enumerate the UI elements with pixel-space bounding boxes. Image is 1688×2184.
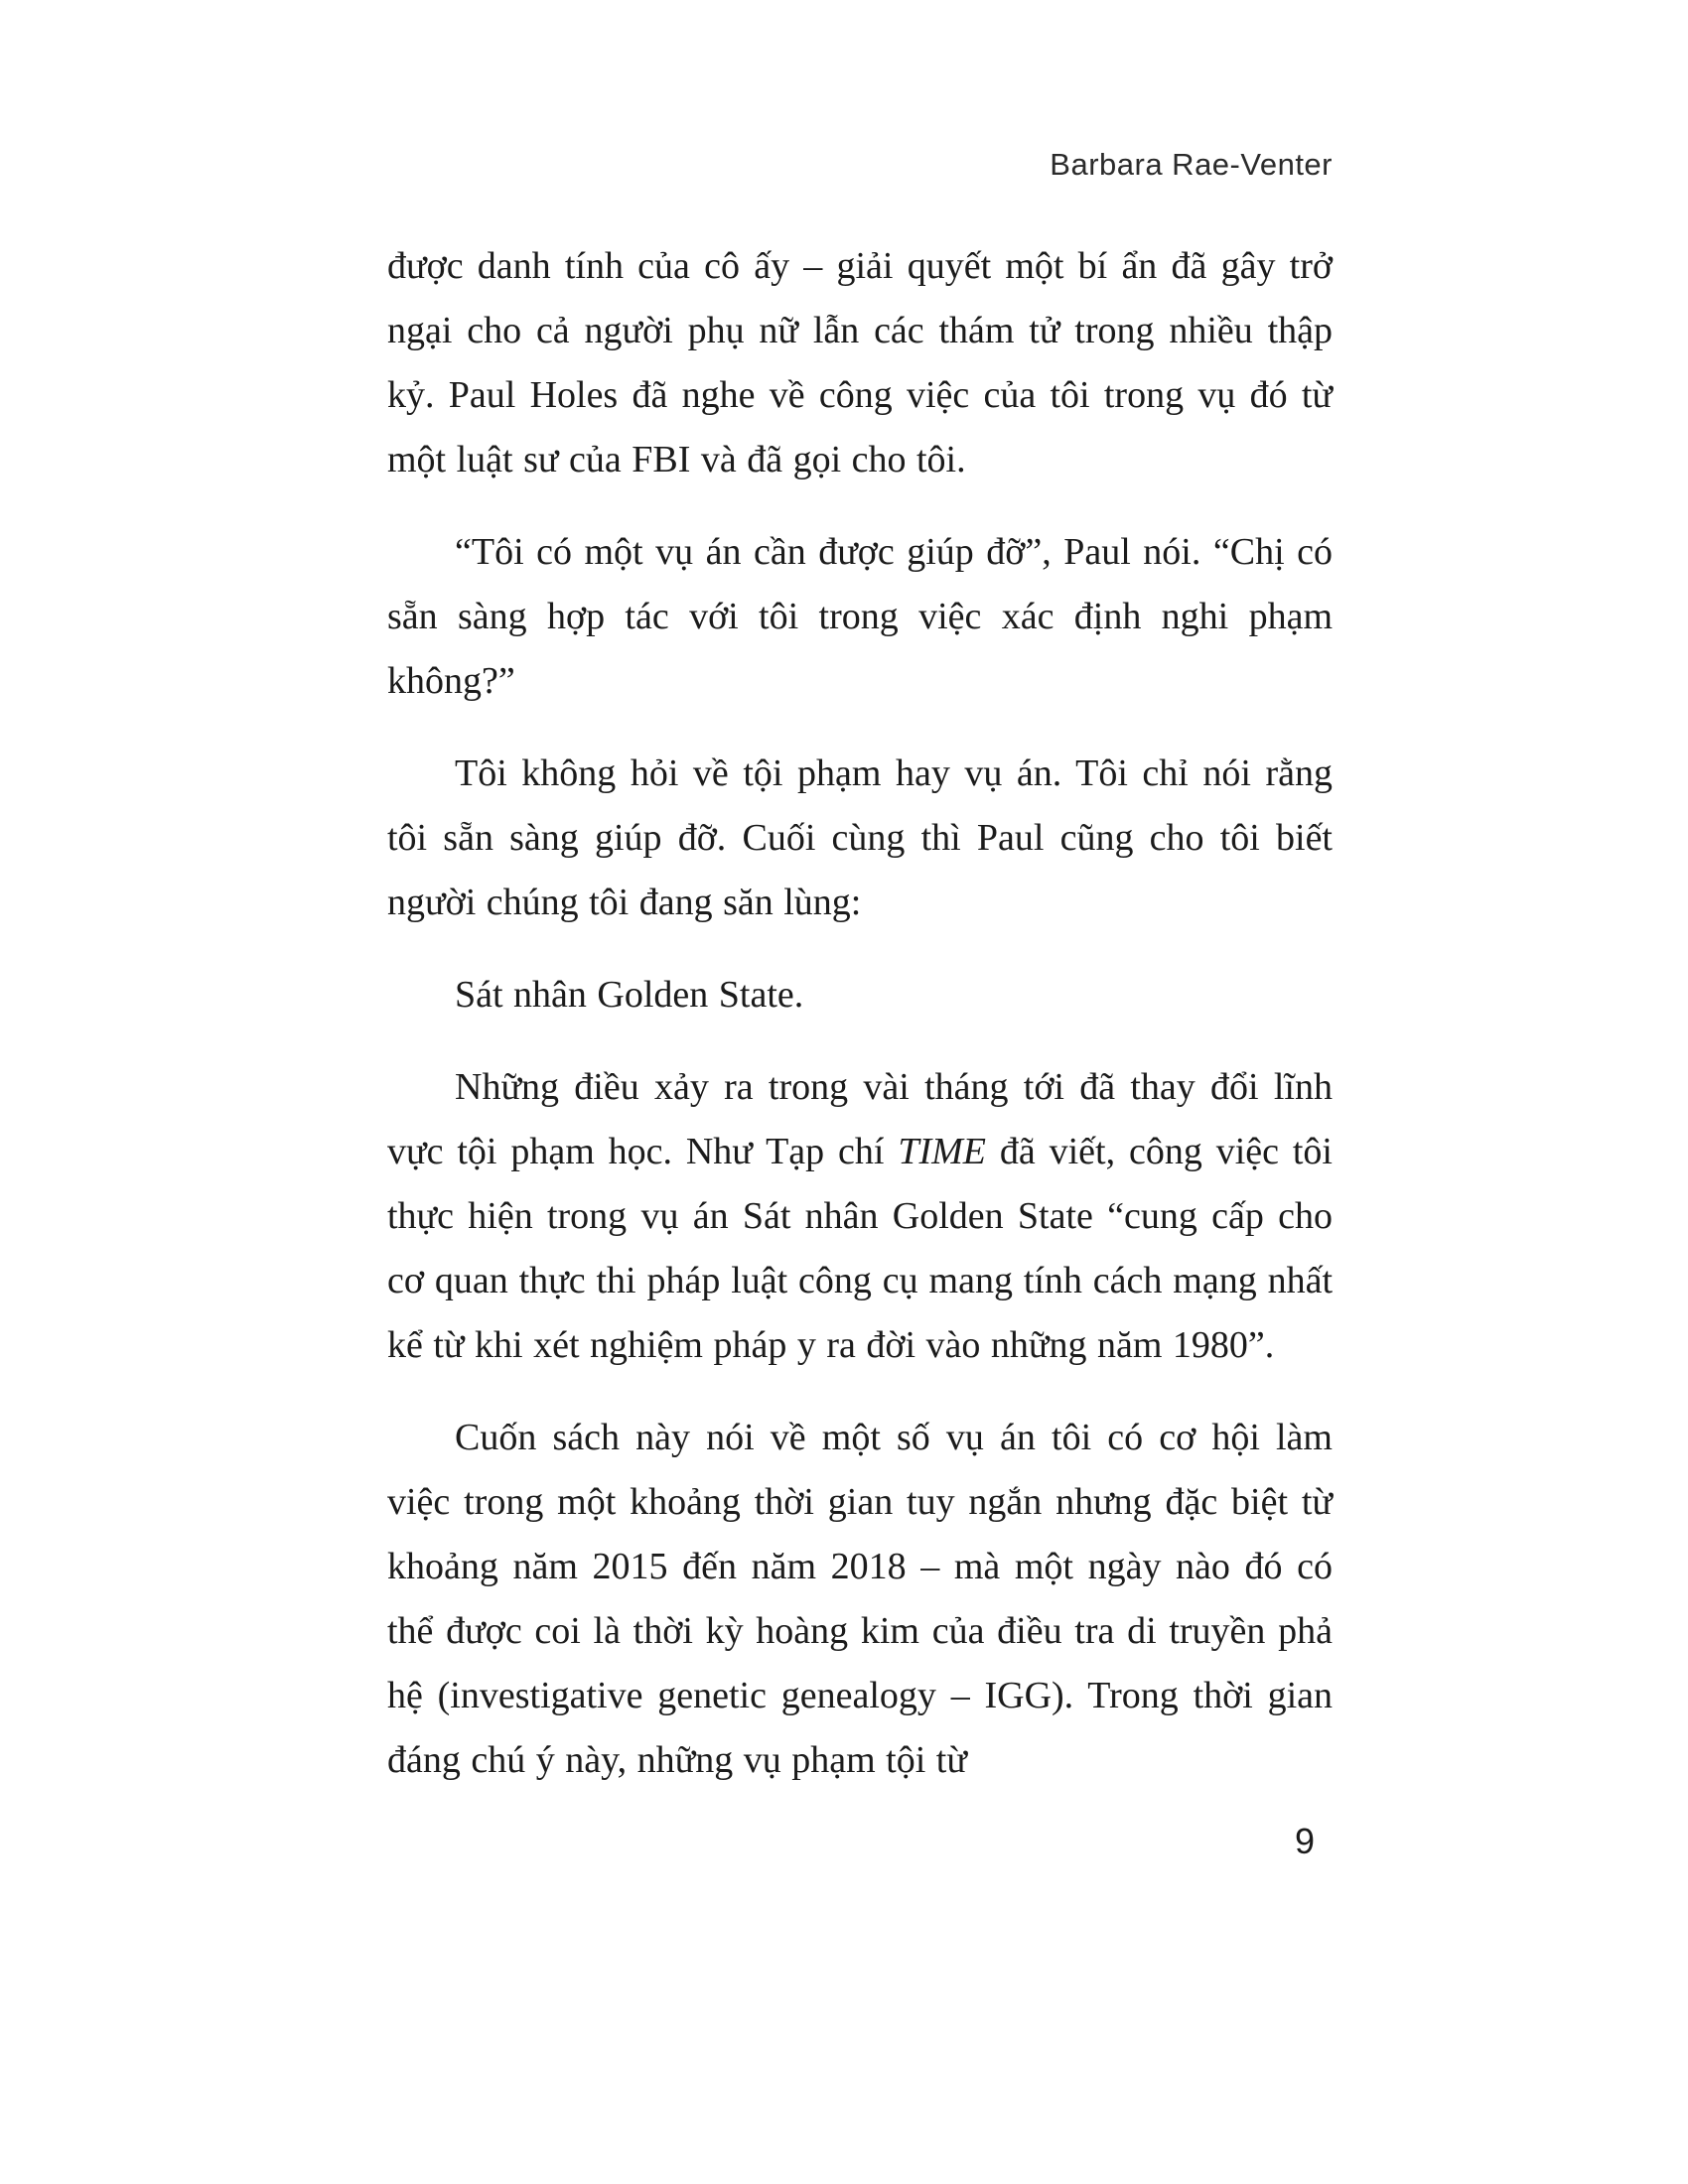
text-run: Tôi không hỏi về tội phạm hay vụ án. Tôi chỉ nói rằng tôi sẵn sàng giúp đỡ. Cuối cùng thì Paul cũng cho tôi biết người chúng tôi đang săn lùng:: [387, 752, 1333, 923]
paragraph: [387, 234, 1333, 492]
text-run: “Tôi có một vụ án cần được giúp đỡ”, Paul nói. “Chị có sẵn sàng hợp tác với tôi trong việc xác định nghi phạm không?”: [387, 531, 1333, 702]
text-column: [387, 147, 1333, 1862]
paragraph: [387, 742, 1333, 935]
paragraph: [387, 520, 1333, 714]
text-run: được danh tính của cô ấy – giải quyết một bí ẩn đã gây trở ngại cho cả người phụ nữ lẫn các thám tử trong nhiều thập kỷ. Paul Holes đã nghe về công việc của tôi trong vụ đó từ một luật sư của FBI và đã gọi cho tôi.: [387, 245, 1333, 480]
text-run: Sát nhân Golden State.: [455, 974, 804, 1016]
page-number: 9: [1294, 1821, 1315, 1861]
text-run: Những điều xảy ra trong vài tháng tới đã thay đổi lĩnh vực tội phạm học. Như Tạp chí: [387, 1066, 1333, 1172]
italic-text: TIME: [898, 1131, 986, 1172]
paragraph: [387, 1406, 1333, 1793]
running-header-author: Barbara Rae-Venter: [1050, 147, 1333, 182]
body-text: [387, 234, 1333, 1793]
paragraph: [387, 963, 1333, 1027]
paragraph: [387, 1055, 1333, 1378]
text-run: Cuốn sách này nói về một số vụ án tôi có cơ hội làm việc trong một khoảng thời gian tuy ngắn nhưng đặc biệt từ khoảng năm 2015 đến năm 2018 – mà một ngày nào đó có thể được coi là thời kỳ hoàng kim của điều tra di truyền phả hệ (investigative genetic genealogy – IGG). Trong thời gian đáng chú ý này, những vụ phạm tội từ: [387, 1417, 1333, 1781]
text-run: đã viết, công việc tôi thực hiện trong vụ án Sát nhân Golden State “cung cấp cho cơ quan thực thi pháp luật công cụ mang tính cách mạng nhất kể từ khi xét nghiệm pháp y ra đời vào những năm 1980”.: [387, 1131, 1333, 1366]
